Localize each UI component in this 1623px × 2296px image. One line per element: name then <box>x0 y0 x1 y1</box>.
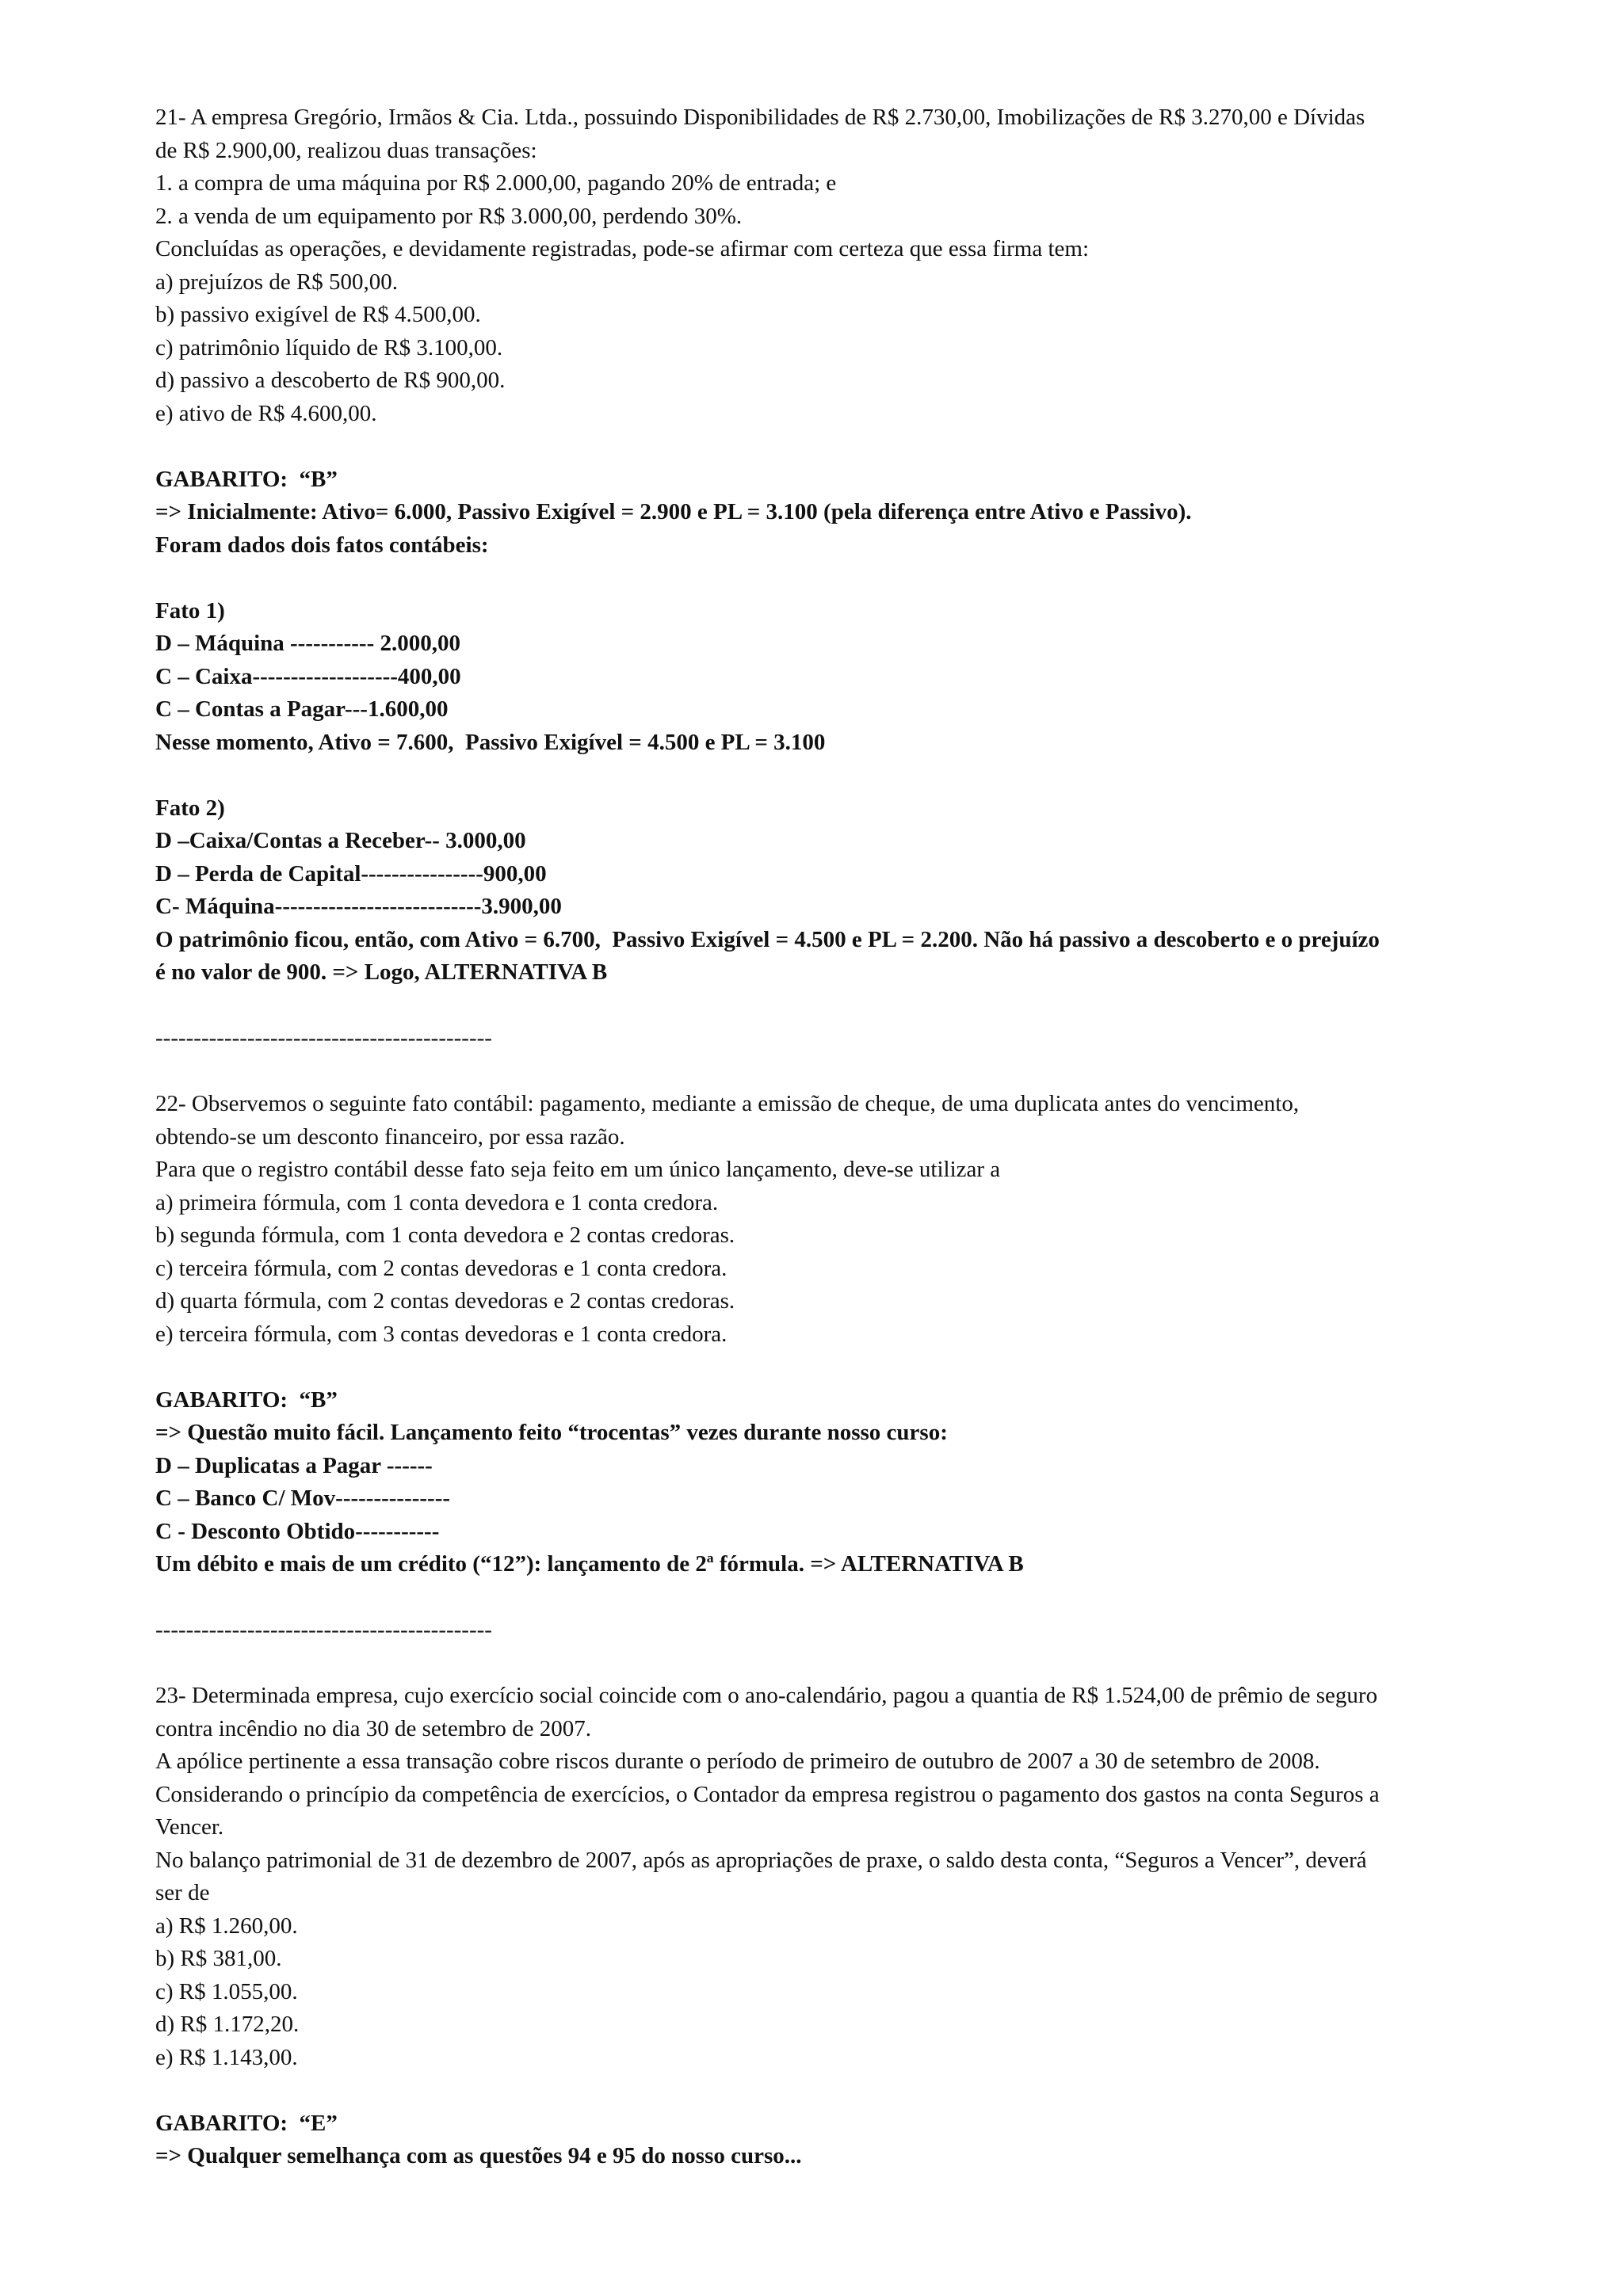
journal-entry-line: C – Banco C/ Mov--------------- <box>155 1486 451 1511</box>
blank-line <box>155 990 1487 1023</box>
journal-entry-line: D – Duplicatas a Pagar ------ <box>155 1452 433 1478</box>
option-e: e) terceira fórmula, com 3 contas devedoras e 1 conta credora. <box>155 1321 727 1347</box>
journal-entry-line: C- Máquina---------------------------3.900,00 <box>155 894 562 919</box>
blank-line <box>155 1351 1487 1384</box>
option-c: c) patrimônio líquido de R$ 3.100,00. <box>155 334 503 360</box>
option-d: d) passivo a descoberto de R$ 900,00. <box>155 368 506 393</box>
answer-explanation-line: => Qualquer semelhança com as questões 94 e 95 do nosso curso... <box>155 2143 802 2168</box>
journal-entry-line: D – Perda de Capital----------------900,00 <box>155 860 547 887</box>
question-text-line: Considerando o princípio da competência de exercícios, o Contador da empresa registrou o pagamento dos gastos na conta Seguros a <box>155 1781 1380 1807</box>
answer-key: GABARITO: “E” <box>155 2110 338 2136</box>
question-text-line: 22- Observemos o seguinte fato contábil: pagamento, mediante a emissão de cheque, de uma duplicata antes do vencimento, <box>155 1091 1300 1116</box>
question-text-line: 1. a compra de uma máquina por R$ 2.000,00, pagando 20% de entrada; e <box>155 170 837 196</box>
question-text-line: 2. a venda de um equipamento por R$ 3.000,00, perdendo 30%. <box>155 203 743 229</box>
journal-entry-line: D –Caixa/Contas a Receber-- 3.000,00 <box>155 828 526 853</box>
question-text-line: 21- A empresa Gregório, Irmãos & Cia. Ltda., possuindo Disponibilidades de R$ 2.730,00, Imobilizações de R$ 3.270,00 e Dívidas <box>155 105 1365 130</box>
option-b: b) segunda fórmula, com 1 conta devedora e 2 contas credoras. <box>155 1222 735 1248</box>
journal-entry-line: D – Máquina ----------- 2.000,00 <box>155 631 460 656</box>
blank-line <box>155 2074 1487 2107</box>
option-b: b) passivo exigível de R$ 4.500,00. <box>155 302 481 327</box>
option-a: a) R$ 1.260,00. <box>155 1913 298 1939</box>
balance-summary-line: Nesse momento, Ativo = 7.600, Passivo Exigível = 4.500 e PL = 3.100 <box>155 729 826 755</box>
journal-entry-line: C – Contas a Pagar---1.600,00 <box>155 696 449 722</box>
question-text-line: ser de <box>155 1880 210 1905</box>
journal-entry-line: C – Caixa-------------------400,00 <box>155 663 461 689</box>
option-d: d) quarta fórmula, com 2 contas devedoras e 2 contas credoras. <box>155 1288 735 1314</box>
fato-1-heading: Fato 1) <box>155 597 225 624</box>
balance-summary-line: é no valor de 900. => Logo, ALTERNATIVA B <box>155 959 608 985</box>
blank-line <box>155 1581 1487 1615</box>
question-text-line: de R$ 2.900,00, realizou duas transações: <box>155 137 537 163</box>
fato-2-heading: Fato 2) <box>155 795 225 821</box>
question-text-line: contra incêndio no dia 30 de setembro de 2007. <box>155 1715 592 1741</box>
option-c: c) terceira fórmula, com 2 contas devedoras e 1 conta credora. <box>155 1255 727 1281</box>
question-text-line: A apólice pertinente a essa transação cobre riscos durante o período de primeiro de outubro de 2007 a 30 de setembro de 2008. <box>155 1749 1320 1774</box>
answer-key: GABARITO: “B” <box>155 466 338 492</box>
question-text-line: 23- Determinada empresa, cujo exercício social coincide com o ano-calendário, pagou a quantia de R$ 1.524,00 de prêmio de seguro <box>155 1683 1378 1708</box>
option-e: e) ativo de R$ 4.600,00. <box>155 400 377 426</box>
journal-entry-line: C - Desconto Obtido----------- <box>155 1518 440 1544</box>
question-22 <box>155 1088 1487 1581</box>
option-b: b) R$ 381,00. <box>155 1946 282 1971</box>
option-c: c) R$ 1.055,00. <box>155 1978 298 2004</box>
answer-explanation-line: => Inicialmente: Ativo= 6.000, Passivo Exigível = 2.900 e PL = 3.100 (pela diferença entre Ativo e Passivo). <box>155 499 1192 524</box>
answer-explanation-line: Um débito e mais de um crédito (“12”): lançamento de 2ª fórmula. => ALTERNATIVA B <box>155 1551 1024 1577</box>
blank-line <box>155 562 1487 595</box>
option-d: d) R$ 1.172,20. <box>155 2012 300 2037</box>
question-text-line: No balanço patrimonial de 31 de dezembro de 2007, após as apropriações de praxe, o saldo desta conta, “Seguros a Vencer”, deverá <box>155 1847 1367 1873</box>
question-21 <box>155 101 1487 990</box>
question-text-line: Para que o registro contábil desse fato seja feito em um único lançamento, deve-se utilizar a <box>155 1157 1001 1182</box>
section-separator: -------------------------------------------- <box>155 1617 492 1642</box>
answer-explanation-line: Foram dados dois fatos contábeis: <box>155 532 489 558</box>
balance-summary-line: O patrimônio ficou, então, com Ativo = 6.700, Passivo Exigível = 4.500 e PL = 2.200. Não há passivo a descoberto e o prejuízo <box>155 926 1380 952</box>
option-e: e) R$ 1.143,00. <box>155 2044 298 2070</box>
option-a: a) prejuízos de R$ 500,00. <box>155 269 399 295</box>
blank-line <box>155 1055 1487 1089</box>
document-page <box>155 101 1487 2173</box>
question-23 <box>155 1680 1487 2173</box>
option-a: a) primeira fórmula, com 1 conta devedora e 1 conta credora. <box>155 1189 719 1215</box>
question-text-line: Concluídas as operações, e devidamente registradas, pode-se afirmar com certeza que essa firma tem: <box>155 236 1090 261</box>
question-text-line: obtendo-se um desconto financeiro, por essa razão. <box>155 1123 625 1150</box>
answer-key: GABARITO: “B” <box>155 1386 338 1413</box>
blank-line <box>155 1647 1487 1680</box>
question-text-line: Vencer. <box>155 1814 224 1840</box>
answer-explanation-line: => Questão muito fácil. Lançamento feito “trocentas” vezes durante nosso curso: <box>155 1420 948 1445</box>
blank-line <box>155 759 1487 792</box>
section-separator: -------------------------------------------- <box>155 1025 492 1051</box>
blank-line <box>155 430 1487 463</box>
